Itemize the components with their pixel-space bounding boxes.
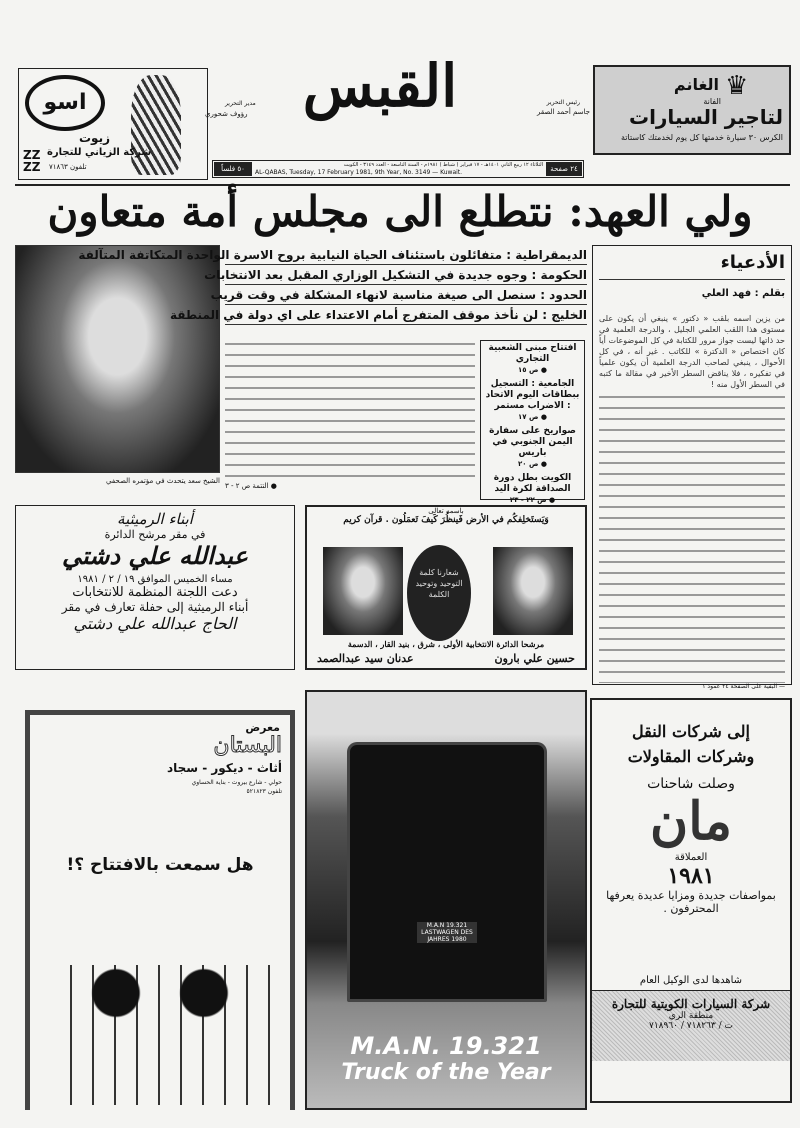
basmala: باسمه تعالى bbox=[428, 507, 464, 515]
quran-verse: وَيَستَخلِفكُم في الأرض فَينظُرَ كَيفَ تَعمَلُون . قرآن كريم bbox=[343, 515, 549, 525]
ad-line: وشركات المقاولات bbox=[627, 747, 755, 766]
main-headline: ولي العهد: نتطلع الى مجلس أمة متعاون bbox=[47, 187, 753, 236]
ad-line: شاهدها لدى الوكيل العام bbox=[592, 975, 790, 991]
index-item[interactable]: صواريخ على سفارة اليمن الجنوبي في باريس bbox=[489, 426, 576, 458]
esso-logo: اسو bbox=[25, 75, 105, 131]
ad-sub: الفانة bbox=[703, 97, 721, 106]
editor-label: رئيس التحرير bbox=[546, 99, 580, 106]
ad-candidates bbox=[305, 505, 587, 670]
dealer-phone: ت / ٧١٨٢٦٣ / ٧١٨٩٦٠ bbox=[648, 1021, 734, 1031]
manager-label: مدير التحرير bbox=[225, 100, 256, 107]
continued-note: ● التتمة ص ٢ - ٣ bbox=[225, 482, 277, 490]
ad-dashti bbox=[15, 505, 295, 670]
candidate-1: حسين علي بارون bbox=[494, 652, 575, 665]
ad-date: مساء الخميس الموافق ١٩ / ٢ / ١٩٨١ bbox=[77, 574, 233, 585]
district: مرشحا الدائرة الانتخابية الأولى ، شرق ، بنيد القار ، الدسمة bbox=[347, 639, 545, 649]
pages-badge: ٢٤ صفحة bbox=[546, 162, 582, 176]
ad-man-arabic bbox=[590, 698, 792, 1103]
zz-logo: ZZ ZZ bbox=[23, 148, 41, 174]
crown-icon: ♛ bbox=[725, 71, 749, 101]
article-body bbox=[225, 340, 475, 478]
man-logo: مان bbox=[650, 791, 732, 852]
ad-line: العملاقة bbox=[674, 852, 708, 863]
headline-bullets bbox=[78, 245, 587, 325]
ad-line: الحاج عبدالله علي دشتي bbox=[73, 614, 237, 633]
truck-subheadline: Truck of the Year bbox=[341, 1060, 551, 1085]
candidate-name: عبدالله علي دشتي bbox=[62, 541, 248, 570]
photo-caption: الشيخ سعد يتحدث في مؤتمره الصحفي bbox=[106, 477, 220, 485]
esso-line1: زيوت bbox=[79, 131, 110, 145]
index-box bbox=[480, 340, 585, 504]
dateline-bar bbox=[212, 160, 584, 178]
column-byline: بقلم : فهد العلي bbox=[701, 288, 785, 299]
ad-text: الكرس ٣٠ سيارة خدمتها كل يوم لخدمتك كاستاتة bbox=[621, 133, 783, 142]
bullet-item: الخليج : لن نأخذ موقف المتفرج أمام الاعتداء على اي دولة في المنطقة bbox=[225, 305, 587, 325]
slogan: شعارنا كلمة التوحيد وتوحيد الكلمة bbox=[415, 568, 463, 599]
bullet-item: الحدود : سنصل الى صيغة مناسبة لانهاء المشكلة في وقت قريب bbox=[225, 285, 587, 305]
tiger-mascot bbox=[131, 75, 181, 175]
ad-line: دعت اللجنة المنظمة للانتخابات bbox=[72, 585, 238, 600]
ad-man-truck bbox=[305, 690, 587, 1110]
dateline-en: AL-QABAS, Tuesday, 17 February 1981, 9th Year, No. 3149 — Kuwait. bbox=[255, 169, 463, 176]
esso-phone: تلفون ٧١٨٦٣ bbox=[49, 163, 87, 171]
ad-line: وصلت شاحنات bbox=[647, 776, 735, 792]
front-photo bbox=[15, 245, 220, 473]
ad-esso bbox=[18, 68, 208, 180]
bullet-item: الديمقراطية : متفائلون باستئناف الحياة النيابية بروح الاسرة الواحدة المتكاتفة المتآلفة bbox=[225, 245, 587, 265]
bullet-item: الحكومة : وجوه جديدة في التشكيل الوزاري المقبل بعد الانتخابات bbox=[225, 265, 587, 285]
truck-headline: M.A.N. 19.321 bbox=[350, 1032, 542, 1060]
candidate-2: عدنان سيد عبدالصمد bbox=[317, 652, 414, 665]
children-illustration bbox=[50, 965, 270, 1105]
index-item[interactable]: افتتاح مبنى الشعبية التجاري bbox=[488, 343, 577, 364]
index-page: ● ص ٢٢ - ٢٣ bbox=[509, 496, 556, 504]
price-badge: ٥٠ فلساً bbox=[214, 162, 252, 176]
ad-line: أبناء الرميثية bbox=[117, 510, 193, 528]
column-text: من يزين اسمه بلقب « دكتور » ينبغي أن يكون على مستوى هذا اللقب العلمي الجليل ، والدرجة العلمية في حد ذاتها ليست جواز مرور للكتابة في كل الموضوعات أياً كان اختصاص « الدكترة » للكاتب . غير أنه ، في كل الأحوال ، ينبغي لصاحب الدرجة العلمية أن يكون علمياً في تفكيره ، فلا يناقض السطر الأخير في مقالة ما كتبه في السطر الأول منه ! bbox=[599, 314, 785, 389]
ad-title: لتاجير السيارات bbox=[628, 105, 783, 129]
column-title: الأدعياء bbox=[599, 252, 785, 280]
candidate-photo bbox=[323, 547, 403, 635]
slogan-oval bbox=[407, 545, 471, 641]
editor-name: جاسم أحمد الصقر bbox=[537, 108, 590, 116]
index-page: ● ص ٢٠ bbox=[518, 460, 547, 468]
ad-line: معرض bbox=[245, 721, 280, 734]
dateline-ar: الثلاثاء ١٢ ربيع الثاني ١٤٠١هـ - ١٧ فبراير ( شباط ) ١٩٨١م - السنة التاسعة - العدد ٣١٤٩ - الكويت bbox=[343, 162, 543, 168]
index-page: ● ص ١٥ bbox=[518, 366, 547, 374]
ad-bustan bbox=[25, 710, 295, 1110]
index-page: ● ص ١٧ bbox=[518, 413, 547, 421]
ad-line: في مقر مرشح الدائرة bbox=[104, 528, 206, 541]
candidate-photo bbox=[493, 547, 573, 635]
ad-address: حولي - شارع بيروت - بناية الحساوي bbox=[191, 779, 282, 786]
rule bbox=[15, 184, 790, 186]
truck-plate: M.A.N 19.321 LASTWAGEN DES JAHRES 1980 bbox=[417, 922, 477, 943]
truck-photo bbox=[347, 742, 547, 1002]
dealer-area: منطقة الري bbox=[668, 1011, 714, 1021]
column-footer: — البقية على الصفحة ٢٤ عمود ١ bbox=[702, 683, 785, 690]
manager-name: رؤوف شحوري bbox=[205, 110, 248, 118]
ad-brand: الغانم bbox=[673, 75, 719, 94]
ad-slogan: هل سمعت بالافتتاح ؟! bbox=[66, 855, 254, 875]
ad-alghanim bbox=[593, 65, 791, 155]
dealer-footer bbox=[592, 991, 790, 1061]
index-item[interactable]: الجامعية : التسجيل ببطاقات اليوم الاتحاد : الاضراب مستمر bbox=[485, 379, 580, 411]
ad-line: بمواصفات جديدة ومزايا عديدة يعرفها المحترفون . bbox=[606, 889, 776, 915]
index-item[interactable]: الكويت بطل دورة الصداقة لكرة اليد bbox=[493, 473, 572, 494]
ad-line: أثاث - ديكور - سجاد bbox=[166, 761, 282, 775]
ad-phone: تلفون ٥٢١٨٢٣ bbox=[246, 788, 282, 795]
ad-line: إلى شركات النقل bbox=[632, 722, 750, 741]
column-more-text bbox=[599, 393, 785, 683]
dealer-name: شركة السيارات الكويتية للتجارة bbox=[611, 997, 771, 1011]
esso-company: شركة الزياني للتجارة bbox=[47, 147, 152, 158]
column-box bbox=[592, 245, 792, 690]
ad-year: ١٩٨١ bbox=[667, 863, 715, 889]
masthead-logo: القبس bbox=[302, 52, 458, 120]
ad-line: أبناء الرميثية إلى حفلة تعارف في مقر bbox=[61, 600, 249, 614]
bustan-logo: البستان bbox=[213, 733, 282, 758]
